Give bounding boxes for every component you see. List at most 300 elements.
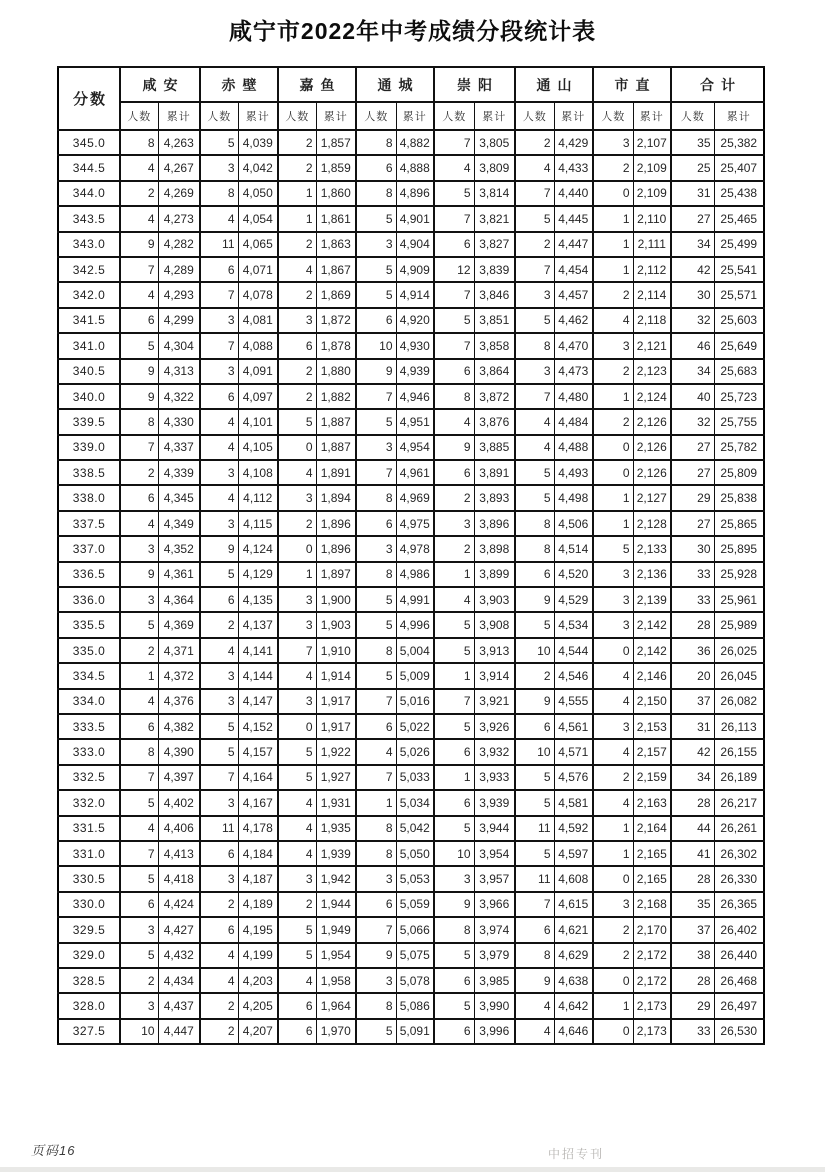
count-cell: 7 [120, 435, 158, 460]
score-cell: 336.0 [58, 587, 120, 612]
cumulative-cell: 3,814 [474, 181, 515, 206]
count-cell: 27 [671, 511, 714, 536]
cumulative-cell: 3,896 [474, 511, 515, 536]
count-cell: 4 [200, 485, 238, 510]
count-cell: 2 [593, 282, 633, 307]
count-cell: 1 [593, 206, 633, 231]
table-row [58, 536, 764, 561]
count-cell: 6 [434, 968, 474, 993]
count-cell: 44 [671, 816, 714, 841]
count-cell: 4 [593, 739, 633, 764]
cumulative-cell: 4,065 [238, 232, 278, 257]
cumulative-cell: 5,004 [396, 638, 434, 663]
count-subheader: 人数 [278, 102, 316, 130]
count-cell: 6 [200, 384, 238, 409]
count-cell: 41 [671, 841, 714, 866]
cumulative-cell: 3,954 [474, 841, 515, 866]
count-cell: 4 [200, 943, 238, 968]
count-cell: 3 [593, 714, 633, 739]
cumulative-cell: 25,755 [714, 409, 764, 434]
count-cell: 31 [671, 714, 714, 739]
table-row [58, 612, 764, 637]
count-cell: 4 [278, 663, 316, 688]
count-cell: 9 [515, 689, 554, 714]
count-cell: 0 [593, 638, 633, 663]
count-cell: 4 [434, 409, 474, 434]
cumulative-cell: 3,898 [474, 536, 515, 561]
cumulative-subheader: 累计 [238, 102, 278, 130]
count-cell: 5 [278, 917, 316, 942]
count-cell: 2 [120, 638, 158, 663]
count-cell: 3 [200, 155, 238, 180]
count-cell: 5 [515, 612, 554, 637]
count-cell: 3 [278, 308, 316, 333]
cumulative-cell: 1,949 [316, 917, 356, 942]
count-cell: 3 [200, 866, 238, 891]
count-cell: 5 [356, 282, 396, 307]
count-cell: 27 [671, 435, 714, 460]
score-cell: 339.0 [58, 435, 120, 460]
count-cell: 5 [434, 816, 474, 841]
cumulative-cell: 4,397 [158, 765, 200, 790]
count-cell: 2 [120, 181, 158, 206]
region-header: 赤壁 [200, 67, 278, 102]
cumulative-cell: 4,101 [238, 409, 278, 434]
table-row [58, 485, 764, 510]
cumulative-cell: 4,050 [238, 181, 278, 206]
cumulative-cell: 4,638 [554, 968, 593, 993]
count-cell: 1 [593, 384, 633, 409]
count-cell: 4 [200, 206, 238, 231]
cumulative-cell: 4,946 [396, 384, 434, 409]
cumulative-cell: 3,885 [474, 435, 515, 460]
count-cell: 1 [593, 993, 633, 1018]
region-header: 市直 [593, 67, 671, 102]
cumulative-cell: 1,867 [316, 257, 356, 282]
cumulative-cell: 3,914 [474, 663, 515, 688]
cumulative-cell: 5,059 [396, 892, 434, 917]
cumulative-cell: 25,407 [714, 155, 764, 180]
score-cell: 332.0 [58, 790, 120, 815]
table-row [58, 892, 764, 917]
count-cell: 5 [120, 612, 158, 637]
count-cell: 33 [671, 1019, 714, 1044]
score-cell: 339.5 [58, 409, 120, 434]
cumulative-cell: 4,629 [554, 943, 593, 968]
count-cell: 4 [356, 739, 396, 764]
cumulative-cell: 2,126 [633, 435, 671, 460]
cumulative-cell: 4,349 [158, 511, 200, 536]
cumulative-cell: 1,897 [316, 562, 356, 587]
count-cell: 0 [593, 1019, 633, 1044]
cumulative-cell: 4,137 [238, 612, 278, 637]
cumulative-cell: 4,115 [238, 511, 278, 536]
cumulative-cell: 3,846 [474, 282, 515, 307]
count-cell: 12 [434, 257, 474, 282]
count-cell: 3 [515, 359, 554, 384]
cumulative-cell: 4,470 [554, 333, 593, 358]
count-cell: 1 [434, 663, 474, 688]
cumulative-cell: 4,345 [158, 485, 200, 510]
count-cell: 2 [278, 384, 316, 409]
table-row [58, 562, 764, 587]
count-cell: 5 [278, 943, 316, 968]
cumulative-cell: 4,951 [396, 409, 434, 434]
count-cell: 10 [120, 1019, 158, 1044]
count-cell: 7 [200, 333, 238, 358]
count-cell: 2 [593, 359, 633, 384]
count-cell: 8 [356, 841, 396, 866]
count-cell: 8 [356, 130, 396, 155]
count-cell: 6 [356, 155, 396, 180]
cumulative-cell: 4,293 [158, 282, 200, 307]
count-cell: 38 [671, 943, 714, 968]
count-cell: 2 [200, 993, 238, 1018]
count-cell: 2 [593, 409, 633, 434]
count-cell: 4 [515, 155, 554, 180]
count-cell: 3 [200, 460, 238, 485]
table-row [58, 257, 764, 282]
count-cell: 2 [278, 892, 316, 917]
count-cell: 10 [515, 739, 554, 764]
count-cell: 37 [671, 917, 714, 942]
count-cell: 3 [120, 993, 158, 1018]
cumulative-cell: 26,082 [714, 689, 764, 714]
count-cell: 0 [593, 435, 633, 460]
count-cell: 4 [278, 460, 316, 485]
count-cell: 8 [120, 409, 158, 434]
cumulative-cell: 1,927 [316, 765, 356, 790]
count-subheader: 人数 [434, 102, 474, 130]
score-cell: 331.0 [58, 841, 120, 866]
cumulative-cell: 3,908 [474, 612, 515, 637]
count-cell: 7 [356, 460, 396, 485]
count-cell: 6 [434, 232, 474, 257]
count-cell: 6 [434, 790, 474, 815]
count-cell: 1 [593, 257, 633, 282]
cumulative-cell: 1,944 [316, 892, 356, 917]
count-cell: 5 [356, 612, 396, 637]
cumulative-cell: 25,723 [714, 384, 764, 409]
score-distribution-table [57, 66, 765, 1045]
cumulative-cell: 2,159 [633, 765, 671, 790]
cumulative-cell: 1,922 [316, 739, 356, 764]
count-cell: 3 [434, 866, 474, 891]
table-row [58, 866, 764, 891]
count-cell: 4 [200, 409, 238, 434]
count-cell: 31 [671, 181, 714, 206]
score-cell: 338.5 [58, 460, 120, 485]
count-cell: 3 [278, 612, 316, 637]
cumulative-cell: 4,544 [554, 638, 593, 663]
count-cell: 4 [515, 993, 554, 1018]
score-cell: 329.0 [58, 943, 120, 968]
score-cell: 343.0 [58, 232, 120, 257]
count-cell: 6 [356, 308, 396, 333]
count-cell: 7 [200, 765, 238, 790]
count-cell: 6 [278, 333, 316, 358]
count-cell: 7 [434, 333, 474, 358]
table-row [58, 155, 764, 180]
score-cell: 341.0 [58, 333, 120, 358]
table-row [58, 282, 764, 307]
table-row [58, 206, 764, 231]
count-cell: 3 [278, 587, 316, 612]
score-cell: 331.5 [58, 816, 120, 841]
cumulative-cell: 2,114 [633, 282, 671, 307]
cumulative-cell: 4,330 [158, 409, 200, 434]
score-cell: 334.0 [58, 689, 120, 714]
cumulative-cell: 25,782 [714, 435, 764, 460]
score-cell: 342.0 [58, 282, 120, 307]
cumulative-cell: 26,261 [714, 816, 764, 841]
cumulative-cell: 4,289 [158, 257, 200, 282]
cumulative-cell: 3,990 [474, 993, 515, 1018]
cumulative-cell: 25,465 [714, 206, 764, 231]
count-cell: 4 [120, 206, 158, 231]
count-cell: 9 [515, 968, 554, 993]
table-header [58, 67, 764, 130]
count-cell: 3 [593, 333, 633, 358]
cumulative-cell: 1,869 [316, 282, 356, 307]
count-cell: 7 [356, 384, 396, 409]
cumulative-cell: 1,882 [316, 384, 356, 409]
count-cell: 4 [593, 663, 633, 688]
cumulative-cell: 1,878 [316, 333, 356, 358]
table-row [58, 181, 764, 206]
cumulative-cell: 4,930 [396, 333, 434, 358]
cumulative-cell: 2,118 [633, 308, 671, 333]
cumulative-cell: 2,107 [633, 130, 671, 155]
count-cell: 0 [593, 968, 633, 993]
cumulative-cell: 5,034 [396, 790, 434, 815]
count-cell: 7 [434, 130, 474, 155]
cumulative-cell: 26,402 [714, 917, 764, 942]
count-cell: 29 [671, 993, 714, 1018]
count-cell: 2 [515, 130, 554, 155]
cumulative-cell: 25,382 [714, 130, 764, 155]
count-cell: 11 [515, 866, 554, 891]
score-cell: 337.0 [58, 536, 120, 561]
cumulative-cell: 4,105 [238, 435, 278, 460]
count-cell: 3 [593, 892, 633, 917]
cumulative-cell: 1,931 [316, 790, 356, 815]
count-cell: 34 [671, 232, 714, 257]
score-cell: 344.0 [58, 181, 120, 206]
count-cell: 1 [434, 562, 474, 587]
cumulative-cell: 5,075 [396, 943, 434, 968]
cumulative-cell: 2,153 [633, 714, 671, 739]
count-cell: 4 [593, 308, 633, 333]
cumulative-cell: 4,454 [554, 257, 593, 282]
count-cell: 8 [356, 816, 396, 841]
score-cell: 342.5 [58, 257, 120, 282]
count-cell: 2 [200, 892, 238, 917]
table-row [58, 739, 764, 764]
count-cell: 5 [434, 638, 474, 663]
count-cell: 3 [278, 485, 316, 510]
count-cell: 5 [515, 765, 554, 790]
cumulative-cell: 4,484 [554, 409, 593, 434]
count-cell: 2 [278, 232, 316, 257]
count-cell: 6 [356, 892, 396, 917]
cumulative-cell: 4,642 [554, 993, 593, 1018]
cumulative-cell: 4,141 [238, 638, 278, 663]
count-cell: 6 [120, 308, 158, 333]
count-cell: 1 [278, 206, 316, 231]
count-cell: 46 [671, 333, 714, 358]
count-cell: 3 [356, 968, 396, 993]
score-cell: 333.0 [58, 739, 120, 764]
count-cell: 27 [671, 206, 714, 231]
cumulative-cell: 2,112 [633, 257, 671, 282]
cumulative-cell: 4,546 [554, 663, 593, 688]
count-cell: 5 [120, 866, 158, 891]
cumulative-cell: 4,969 [396, 485, 434, 510]
count-cell: 2 [200, 1019, 238, 1044]
header-row-subcolumns [58, 102, 764, 130]
count-cell: 5 [434, 714, 474, 739]
count-cell: 3 [356, 866, 396, 891]
cumulative-cell: 4,534 [554, 612, 593, 637]
count-cell: 5 [356, 587, 396, 612]
cumulative-cell: 4,954 [396, 435, 434, 460]
count-cell: 5 [593, 536, 633, 561]
cumulative-cell: 25,865 [714, 511, 764, 536]
count-cell: 8 [434, 917, 474, 942]
score-cell: 330.5 [58, 866, 120, 891]
cumulative-cell: 3,985 [474, 968, 515, 993]
count-cell: 9 [515, 587, 554, 612]
table-row [58, 841, 764, 866]
cumulative-cell: 1,887 [316, 409, 356, 434]
cumulative-cell: 3,827 [474, 232, 515, 257]
score-cell: 335.0 [58, 638, 120, 663]
count-cell: 6 [434, 359, 474, 384]
header-row-regions [58, 67, 764, 102]
cumulative-cell: 3,933 [474, 765, 515, 790]
cumulative-subheader: 累计 [633, 102, 671, 130]
score-cell: 333.5 [58, 714, 120, 739]
count-cell: 3 [356, 536, 396, 561]
cumulative-cell: 4,506 [554, 511, 593, 536]
cumulative-cell: 3,996 [474, 1019, 515, 1044]
cumulative-cell: 1,859 [316, 155, 356, 180]
count-cell: 6 [434, 739, 474, 764]
cumulative-cell: 2,168 [633, 892, 671, 917]
cumulative-cell: 3,839 [474, 257, 515, 282]
count-cell: 2 [278, 155, 316, 180]
count-cell: 5 [200, 714, 238, 739]
count-cell: 6 [200, 841, 238, 866]
cumulative-cell: 2,173 [633, 993, 671, 1018]
cumulative-cell: 25,989 [714, 612, 764, 637]
cumulative-cell: 2,109 [633, 181, 671, 206]
count-cell: 0 [593, 460, 633, 485]
count-cell: 3 [120, 917, 158, 942]
cumulative-cell: 4,904 [396, 232, 434, 257]
table-row [58, 1019, 764, 1044]
cumulative-cell: 2,164 [633, 816, 671, 841]
count-subheader: 人数 [200, 102, 238, 130]
region-header: 通城 [356, 67, 434, 102]
count-cell: 5 [515, 485, 554, 510]
cumulative-cell: 4,901 [396, 206, 434, 231]
count-cell: 5 [200, 562, 238, 587]
count-cell: 34 [671, 765, 714, 790]
cumulative-subheader: 累计 [396, 102, 434, 130]
cumulative-cell: 1,964 [316, 993, 356, 1018]
score-cell: 341.5 [58, 308, 120, 333]
count-cell: 6 [278, 1019, 316, 1044]
count-cell: 3 [120, 587, 158, 612]
cumulative-cell: 1,917 [316, 689, 356, 714]
cumulative-cell: 1,861 [316, 206, 356, 231]
count-cell: 8 [434, 384, 474, 409]
count-cell: 3 [593, 612, 633, 637]
cumulative-cell: 4,447 [158, 1019, 200, 1044]
count-cell: 8 [356, 638, 396, 663]
cumulative-cell: 1,939 [316, 841, 356, 866]
cumulative-cell: 2,133 [633, 536, 671, 561]
cumulative-cell: 4,429 [554, 130, 593, 155]
count-cell: 5 [434, 943, 474, 968]
score-cell: 329.5 [58, 917, 120, 942]
cumulative-cell: 4,406 [158, 816, 200, 841]
cumulative-cell: 1,896 [316, 536, 356, 561]
cumulative-cell: 4,124 [238, 536, 278, 561]
cumulative-cell: 5,091 [396, 1019, 434, 1044]
cumulative-cell: 4,433 [554, 155, 593, 180]
cumulative-cell: 4,555 [554, 689, 593, 714]
cumulative-cell: 3,921 [474, 689, 515, 714]
cumulative-cell: 4,646 [554, 1019, 593, 1044]
cumulative-cell: 4,447 [554, 232, 593, 257]
count-cell: 3 [200, 790, 238, 815]
count-cell: 5 [120, 790, 158, 815]
count-cell: 8 [120, 739, 158, 764]
region-header: 通山 [515, 67, 593, 102]
cumulative-cell: 26,468 [714, 968, 764, 993]
cumulative-cell: 3,932 [474, 739, 515, 764]
cumulative-cell: 26,302 [714, 841, 764, 866]
count-cell: 11 [200, 816, 238, 841]
cumulative-cell: 4,514 [554, 536, 593, 561]
cumulative-cell: 4,299 [158, 308, 200, 333]
cumulative-cell: 4,071 [238, 257, 278, 282]
cumulative-cell: 5,009 [396, 663, 434, 688]
score-cell: 332.5 [58, 765, 120, 790]
count-cell: 3 [278, 866, 316, 891]
score-cell: 334.5 [58, 663, 120, 688]
cumulative-cell: 4,390 [158, 739, 200, 764]
cumulative-cell: 4,205 [238, 993, 278, 1018]
count-cell: 11 [515, 816, 554, 841]
table-row [58, 993, 764, 1018]
count-cell: 7 [515, 257, 554, 282]
table-row [58, 384, 764, 409]
count-cell: 6 [200, 587, 238, 612]
count-cell: 8 [515, 536, 554, 561]
count-cell: 7 [278, 638, 316, 663]
count-cell: 42 [671, 739, 714, 764]
count-cell: 9 [356, 359, 396, 384]
cumulative-cell: 1,863 [316, 232, 356, 257]
count-cell: 28 [671, 790, 714, 815]
count-cell: 1 [120, 663, 158, 688]
count-cell: 5 [515, 790, 554, 815]
count-subheader: 人数 [356, 102, 396, 130]
